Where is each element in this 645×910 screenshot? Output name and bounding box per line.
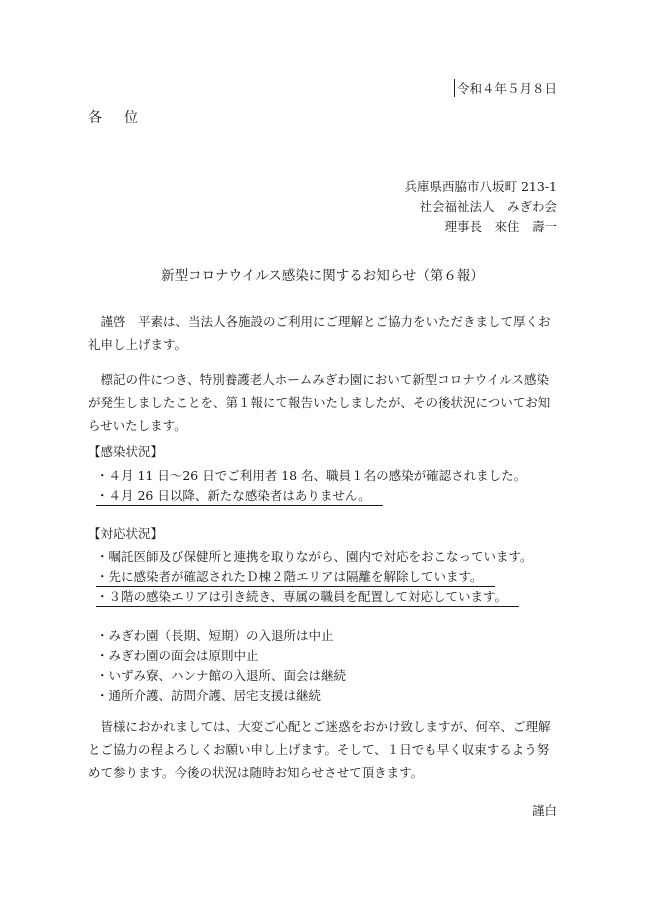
infection-status-list <box>96 466 526 506</box>
list-item-text-underlined: ・３階の感染エリアは引き続き、専属の職員を配置して対応しています。 <box>96 588 519 607</box>
list-item-text: ・嘱託医師及び保健所と連携を取りながら、園内で対応をおこなっています。 <box>96 549 533 564</box>
closing-word: 謹白 <box>531 803 557 818</box>
intro-paragraph: 謹啓 平素は、当法人各施設のご利用にご理解とご協力をいただきまして厚くお礼申し上げます。 <box>88 314 551 352</box>
response-status-list <box>96 547 533 607</box>
document-date: 令和４年５月８日 <box>454 79 557 97</box>
list-item <box>96 567 533 587</box>
list-item: ・みぎわ園の面会は原則中止 <box>96 648 259 663</box>
list-item <box>96 486 526 506</box>
list-item-text-underlined: ・先に感染者が確認されたＤ棟２階エリアは隔離を解除しています。 <box>96 568 495 587</box>
list-item: ・通所介護、訪問介護、居宅支援は継続 <box>96 688 322 703</box>
background-paragraph: 標記の件につき、特別養護老人ホームみぎわ園において新型コロナウイルス感染が発生しましたことを、第１報にて報告いたしましたが、その後状況についてお知らせいたします。 <box>88 372 551 433</box>
list-item: ・いずみ寮、ハンナ館の入退所、面会は継続 <box>96 668 347 683</box>
list-item-text-underlined: ・４月 26 日以降、新たな感染者はありません。 <box>96 487 383 506</box>
closing-paragraph: 皆様におかれましては、大変ご心配とご迷惑をおかけ致しますが、何卒、ご理解とご協力の程よろしくお願い申し上げます。そして、１日でも早く収束するよう努めて参ります。今後の状況は随時お知らせさせて頂きます。 <box>88 719 551 780</box>
infection-status-heading: 【感染状況】 <box>88 444 164 459</box>
list-item: ・みぎわ園（長期、短期）の入退所は中止 <box>96 628 334 643</box>
list-item-text: ・４月 11 日～26 日でご利用者 18 名、職員１名の感染が確認されました。 <box>96 468 527 483</box>
addressee: 各位 <box>88 110 160 126</box>
service-status-list <box>96 626 346 706</box>
response-status-heading: 【対応状況】 <box>88 526 164 541</box>
sender-signer: 理事長 來住 壽一 <box>444 219 557 234</box>
document-title: 新型コロナウイルス感染に関するお知らせ（第６報） <box>161 268 484 284</box>
list-item <box>96 547 533 567</box>
sender-organization: 社会福祉法人 みぎわ会 <box>419 199 557 214</box>
list-item <box>96 587 533 607</box>
list-item <box>96 466 526 486</box>
sender-address: 兵庫県西脇市八坂町 213-1 <box>404 179 557 194</box>
